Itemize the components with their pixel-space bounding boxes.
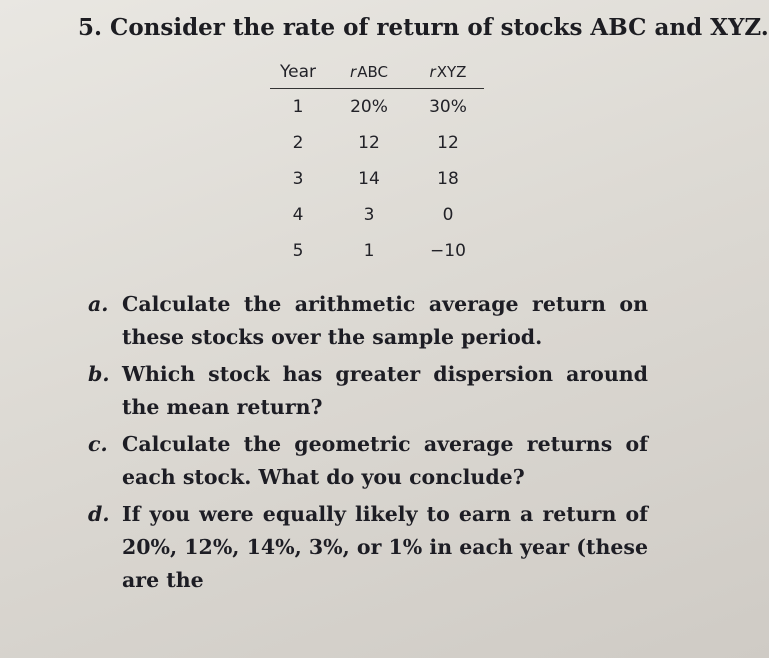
header-r-abc: [326, 56, 412, 89]
question-text: Which stock has greater dispersion around the mean return?: [122, 362, 648, 419]
cell-year: 3: [292, 169, 304, 189]
returns-table: [270, 56, 484, 269]
cell-year: 2: [292, 133, 304, 153]
cell-xyz: 12: [437, 133, 459, 153]
cell-xyz: 30%: [429, 97, 467, 117]
cell-xyz: 0: [442, 205, 454, 225]
table-row: [270, 197, 484, 233]
cell-year: 4: [292, 205, 304, 225]
question-list: [88, 288, 648, 601]
question-d: [88, 498, 648, 597]
question-text: Calculate the arithmetic average return on these stocks over the sample period.: [122, 292, 648, 349]
table-header-row: [270, 56, 484, 89]
question-letter: b.: [88, 362, 110, 386]
table-row: [270, 233, 484, 269]
header-r-xyz: [412, 56, 484, 89]
problem-heading: [78, 14, 769, 41]
cell-year: 5: [292, 241, 304, 261]
question-b: [88, 358, 648, 424]
cell-xyz: −10: [430, 241, 466, 261]
problem-number: 5.: [78, 14, 103, 41]
question-letter: d.: [88, 502, 110, 526]
header-r-abc-symbol: r: [350, 63, 357, 81]
table-row: [270, 89, 484, 126]
table-row: [270, 125, 484, 161]
question-a: [88, 288, 648, 354]
question-letter: a.: [88, 292, 109, 316]
question-text: Calculate the geometric average returns of each stock. What do you conclude?: [122, 432, 648, 489]
header-r-xyz-subscript: XYZ: [436, 63, 467, 81]
question-text: If you were equally likely to earn a return of 20%, 12%, 14%, 3%, or 1% in each year (these are the: [122, 502, 648, 592]
question-c: [88, 428, 648, 494]
cell-abc: 3: [363, 205, 375, 225]
cell-year: 1: [292, 97, 304, 117]
header-year: Year: [270, 56, 326, 89]
cell-abc: 1: [363, 241, 375, 261]
cell-abc: 14: [358, 169, 380, 189]
cell-xyz: 18: [437, 169, 459, 189]
table-row: [270, 161, 484, 197]
header-r-abc-subscript: ABC: [357, 63, 388, 81]
header-r-xyz-symbol: r: [429, 63, 436, 81]
cell-abc: 12: [358, 133, 380, 153]
question-letter: c.: [88, 432, 108, 456]
cell-abc: 20%: [350, 97, 388, 117]
problem-heading-text: Consider the rate of return of stocks ABC and XYZ.: [110, 14, 769, 41]
